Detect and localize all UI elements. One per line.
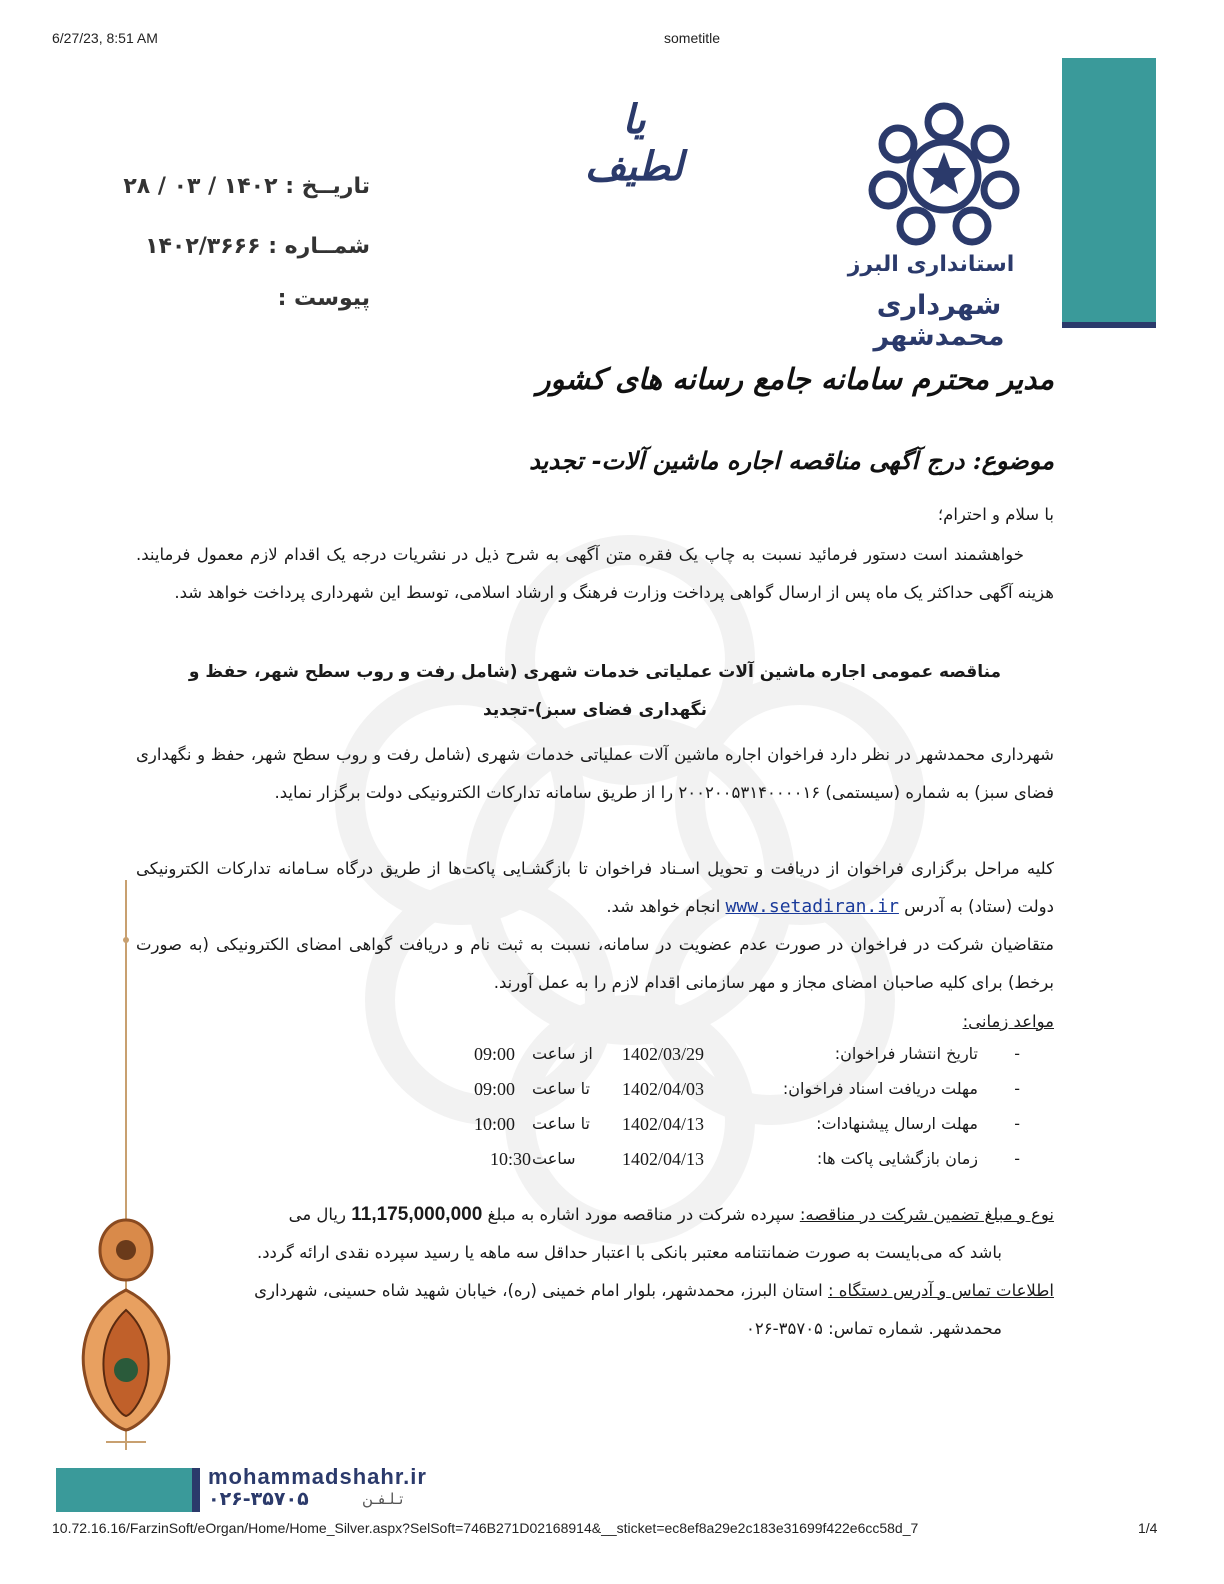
schedule-row bbox=[440, 1044, 1040, 1078]
schedule-date: 1402/03/29 bbox=[622, 1044, 705, 1064]
addressee-title: مدیر محترم سامانه جامع رسانه های کشور bbox=[536, 362, 1054, 396]
decorative-ornament-icon bbox=[76, 880, 176, 1460]
org-line-1: استانداری البرز bbox=[847, 252, 1015, 277]
schedule-time: 09:00 bbox=[474, 1044, 516, 1064]
schedule-heading: مواعد زمانی: bbox=[962, 1012, 1054, 1031]
contact-line bbox=[136, 1274, 1054, 1308]
date-label: تاریــخ : bbox=[285, 174, 370, 199]
letterhead-teal-bar bbox=[1062, 58, 1156, 322]
municipality-logo-icon bbox=[866, 100, 1022, 248]
tender-title-line-1: مناقصه عمومی اجاره ماشین آلات عملیاتی خدمات شهری (شامل رفت و روب سطح شهر، حفظ و bbox=[188, 662, 1002, 682]
print-url: 10.72.16.16/FarzinSoft/eOrgan/Home/Home_Silver.aspx?SelSoft=746B271D02168914&__sticket=ec8ef8a29e2c183e31699f422e6cc58d_7 bbox=[52, 1520, 919, 1536]
schedule-time: 09:00 bbox=[474, 1079, 516, 1099]
body-paragraph-2 bbox=[136, 850, 1054, 926]
letter-date bbox=[100, 174, 370, 199]
footer-navy-strip bbox=[192, 1468, 200, 1512]
org-line-2: شهرداری محمدشهر bbox=[873, 290, 1005, 352]
body-2-text-a: کلیه مراحل برگزاری فراخوان از دریافت و تحویل اسـناد فراخوان تا بازگشـایی پاکت‌ها از طریق درگاه سـامانه تدارکات الکترونیکی دولت (ستاد) به آدرس bbox=[136, 859, 1054, 916]
contact-label: اطلاعات تماس و آدرس دستگاه : bbox=[828, 1281, 1054, 1300]
letter-attachment bbox=[100, 286, 370, 311]
guarantee-text-a: سپرده شرکت در مناقصه مورد اشاره به مبلغ bbox=[487, 1205, 795, 1224]
greeting: با سلام و احترام؛ bbox=[937, 505, 1054, 524]
footer-phone: ۰۲۶-۳۵۷۰۵ bbox=[208, 1488, 309, 1510]
schedule-time-prefix: ساعت bbox=[532, 1149, 576, 1168]
setadiran-link[interactable]: www.setadiran.ir bbox=[725, 896, 899, 917]
guarantee-label: نوع و مبلغ تضمین شرکت در مناقصه: bbox=[799, 1205, 1054, 1224]
footer-phone-label: تـلـفـن bbox=[362, 1490, 404, 1508]
number-value: ۱۴۰۲/۳۶۶۶ bbox=[145, 234, 261, 259]
footer-website: mohammadshahr.ir bbox=[208, 1464, 427, 1489]
subject-line: موضوع: درج آگهی مناقصه اجاره ماشین آلات- تجدید bbox=[529, 446, 1054, 475]
schedule-time-prefix: تا ساعت bbox=[532, 1079, 590, 1098]
invocation-calligraphy: یا لطیف bbox=[584, 96, 684, 190]
schedule-label: مهلت دریافت اسناد فراخوان: bbox=[782, 1079, 978, 1098]
body-paragraph-1: شهرداری محمدشهر در نظر دارد فراخوان اجاره ماشین آلات عملیاتی خدمات شهری (شامل رفت و روب سطح شهر، حفظ و نگهداری فضای سبز) به شماره (سیستمی) ۲۰۰۲۰۰۵۳۱۴۰۰۰۰۱۶ را از طریق سامانه تدارکات الکترونیکی دولت برگزار نماید. bbox=[136, 745, 1054, 802]
schedule-row bbox=[440, 1149, 1040, 1183]
schedule-row bbox=[440, 1079, 1040, 1113]
schedule-label: زمان بازگشایی پاکت ها: bbox=[816, 1149, 978, 1168]
schedule-dash: - bbox=[1014, 1149, 1020, 1168]
letterhead-navy-strip bbox=[1062, 322, 1156, 328]
contact-text-a: استان البرز، محمدشهر، بلوار امام خمینی (ره)، خیابان شهید شاه حسینی، شهرداری bbox=[254, 1281, 823, 1300]
schedule-time-prefix: تا ساعت bbox=[532, 1114, 590, 1133]
body-paragraph-3: متقاضیان شرکت در فراخوان در صورت عدم عضویت در سامانه، نسبت به ثبت نام و دریافت گواهی امضای الکترونیکی (به صورت برخط) برای کلیه صاحبان امضای مجاز و مهر سازمانی اقدام لازم را به عمل آورند. bbox=[136, 935, 1054, 992]
schedule-dash: - bbox=[1014, 1044, 1020, 1063]
schedule-time-prefix: از ساعت bbox=[532, 1044, 593, 1063]
print-page-count: 1/4 bbox=[1138, 1520, 1158, 1536]
print-page-title: sometitle bbox=[664, 30, 721, 46]
print-timestamp: 6/27/23, 8:51 AM bbox=[52, 30, 158, 46]
body-2-text-b: انجام خواهد شد. bbox=[606, 897, 721, 916]
date-value: ۱۴۰۲ / ۰۳ / ۲۸ bbox=[123, 174, 278, 199]
number-label: شمــاره : bbox=[268, 234, 370, 259]
schedule-dash: - bbox=[1014, 1114, 1020, 1133]
schedule-dash: - bbox=[1014, 1079, 1020, 1098]
guarantee-amount: 11,175,000,000 bbox=[351, 1204, 483, 1225]
footer-teal-block bbox=[56, 1468, 192, 1512]
letter-number bbox=[100, 234, 370, 259]
schedule-time: 10:30 bbox=[490, 1149, 532, 1169]
attachment-label: پیوست : bbox=[277, 286, 370, 311]
intro-paragraph: خواهشمند است دستور فرمائید نسبت به چاپ یک فقره متن آگهی به شرح ذیل در نشریات درجه یک اقدام لازم معمول فرمایند. هزینه آگهی حداکثر یک ماه پس از ارسال گواهی پرداخت وزارت فرهنگ و ارشاد اسلامی، توسط این شهرداری پرداخت خواهد شد. bbox=[136, 545, 1054, 602]
schedule-date: 1402/04/03 bbox=[622, 1079, 705, 1099]
schedule-label: تاریخ انتشار فراخوان: bbox=[834, 1044, 978, 1063]
tender-title-line-2: نگهداری فضای سبز)-تجدید bbox=[483, 700, 707, 720]
schedule-date: 1402/04/13 bbox=[622, 1149, 705, 1169]
guarantee-line bbox=[136, 1198, 1054, 1232]
schedule-row bbox=[440, 1114, 1040, 1148]
schedule-date: 1402/04/13 bbox=[622, 1114, 705, 1134]
guarantee-text-c: باشد که می‌بایست به صورت ضمانتنامه معتبر بانکی با اعتبار حداقل سه ماهه یا رسید سپرده نقدی ارائه گردد. bbox=[256, 1243, 1002, 1262]
contact-text-b: محمدشهر. شماره تماس: ۳۵۷۰۵-۰۲۶ bbox=[746, 1319, 1002, 1338]
schedule-label: مهلت ارسال پیشنهادات: bbox=[816, 1114, 978, 1133]
schedule-time: 10:00 bbox=[474, 1114, 516, 1134]
guarantee-text-b: ریال می bbox=[288, 1205, 346, 1224]
